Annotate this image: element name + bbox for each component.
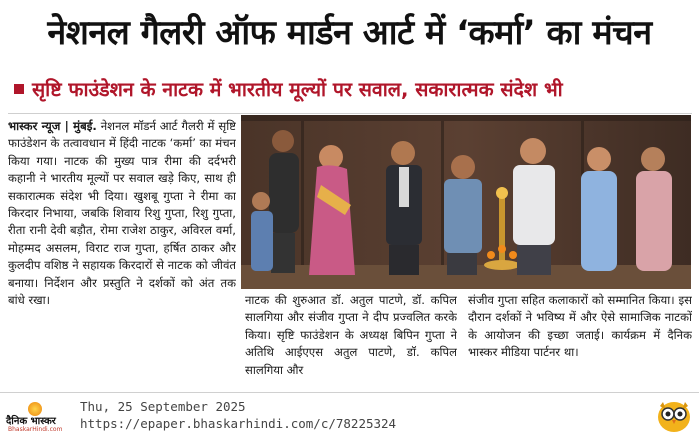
header-divider bbox=[8, 113, 692, 114]
epaper-url[interactable]: https://epaper.bhaskarhindi.com/c/78225324 bbox=[80, 416, 397, 431]
headline: नेशनल गैलरी ऑफ मार्डन आर्ट में ‘कर्मा’ का मंचन bbox=[47, 13, 652, 53]
article-column-middle: नाटक की शुरुआत डॉ. अतुल पाटणे, डॉ. कपिल सालगिया और संजीव गुप्ता ने दीप प्रज्वलित करके किया। सृष्टि फाउंडेशन के अध्यक्ष बिपिन गुप्ता ने अतिथि आईएएस अतुल पाटणे, डॉ. कपिल सालगिया और bbox=[245, 293, 457, 377]
publication-date: Thu, 25 September 2025 bbox=[80, 399, 246, 414]
event-photo bbox=[241, 115, 691, 289]
article-column-left bbox=[8, 118, 236, 386]
footer-divider bbox=[0, 392, 699, 393]
footer-bar bbox=[0, 392, 699, 438]
brand-logo[interactable] bbox=[6, 402, 72, 432]
owl-mascot-icon[interactable] bbox=[655, 396, 693, 434]
event-photo-illustration bbox=[241, 115, 691, 289]
brand-name: दैनिक भास्कर bbox=[6, 416, 56, 427]
footer-meta bbox=[80, 398, 396, 432]
sun-logo-icon bbox=[28, 402, 42, 416]
byline: भास्कर न्यूज | मुंबई. bbox=[8, 119, 97, 133]
subheadline bbox=[14, 70, 694, 110]
brand-domain: BhaskarHindi.com bbox=[8, 426, 63, 433]
subhead-bullet-icon bbox=[14, 84, 24, 94]
body-left-text: नेशनल मॉडर्न आर्ट गैलरी में सृष्टि फाउंडेशन के तत्वावधान में हिंदी नाटक ‘कर्मा’ का मंचन किया गया। नाटक की मुख्य पात्र रीमा की दर्दभरी कहानी ने भारतीय मूल्यों पर सवाल खड़े किए, साथ ही सकारात्मक संदेश भी दिया। खुशबू गुप्ता ने रीमा का किरदार निभाया, जबकि शिवाय रिशु गुप्ता, रिशु गुप्ता, रीता रानी देवी बड़ौत, रोमा राजेश ठाकुर, अविरल वर्मा, मोहम्मद असलम, विराट राज गुप्ता, हर्षित ठाकर और कुलदीप वशिष्ठ ने सहायक किरदारों से नाटक को जीवंत बनाया। निर्देशन और प्रस्तुति ने दर्शकों को अंत तक बांधे रखा। bbox=[8, 119, 236, 308]
subheadline-text: सृष्टि फाउंडेशन के नाटक में भारतीय मूल्यों पर सवाल, सकारात्मक संदेश भी bbox=[32, 78, 563, 101]
article-column-right: संजीव गुप्ता सहित कलाकारों को सम्मानित किया। इस दौरान दर्शकों ने भविष्य में और ऐसे सामाजिक नाटकों के आयोजन की इच्छा जताई। कार्यक्रम में दैनिक भास्कर मीडिया पार्टनर था। bbox=[468, 293, 692, 360]
